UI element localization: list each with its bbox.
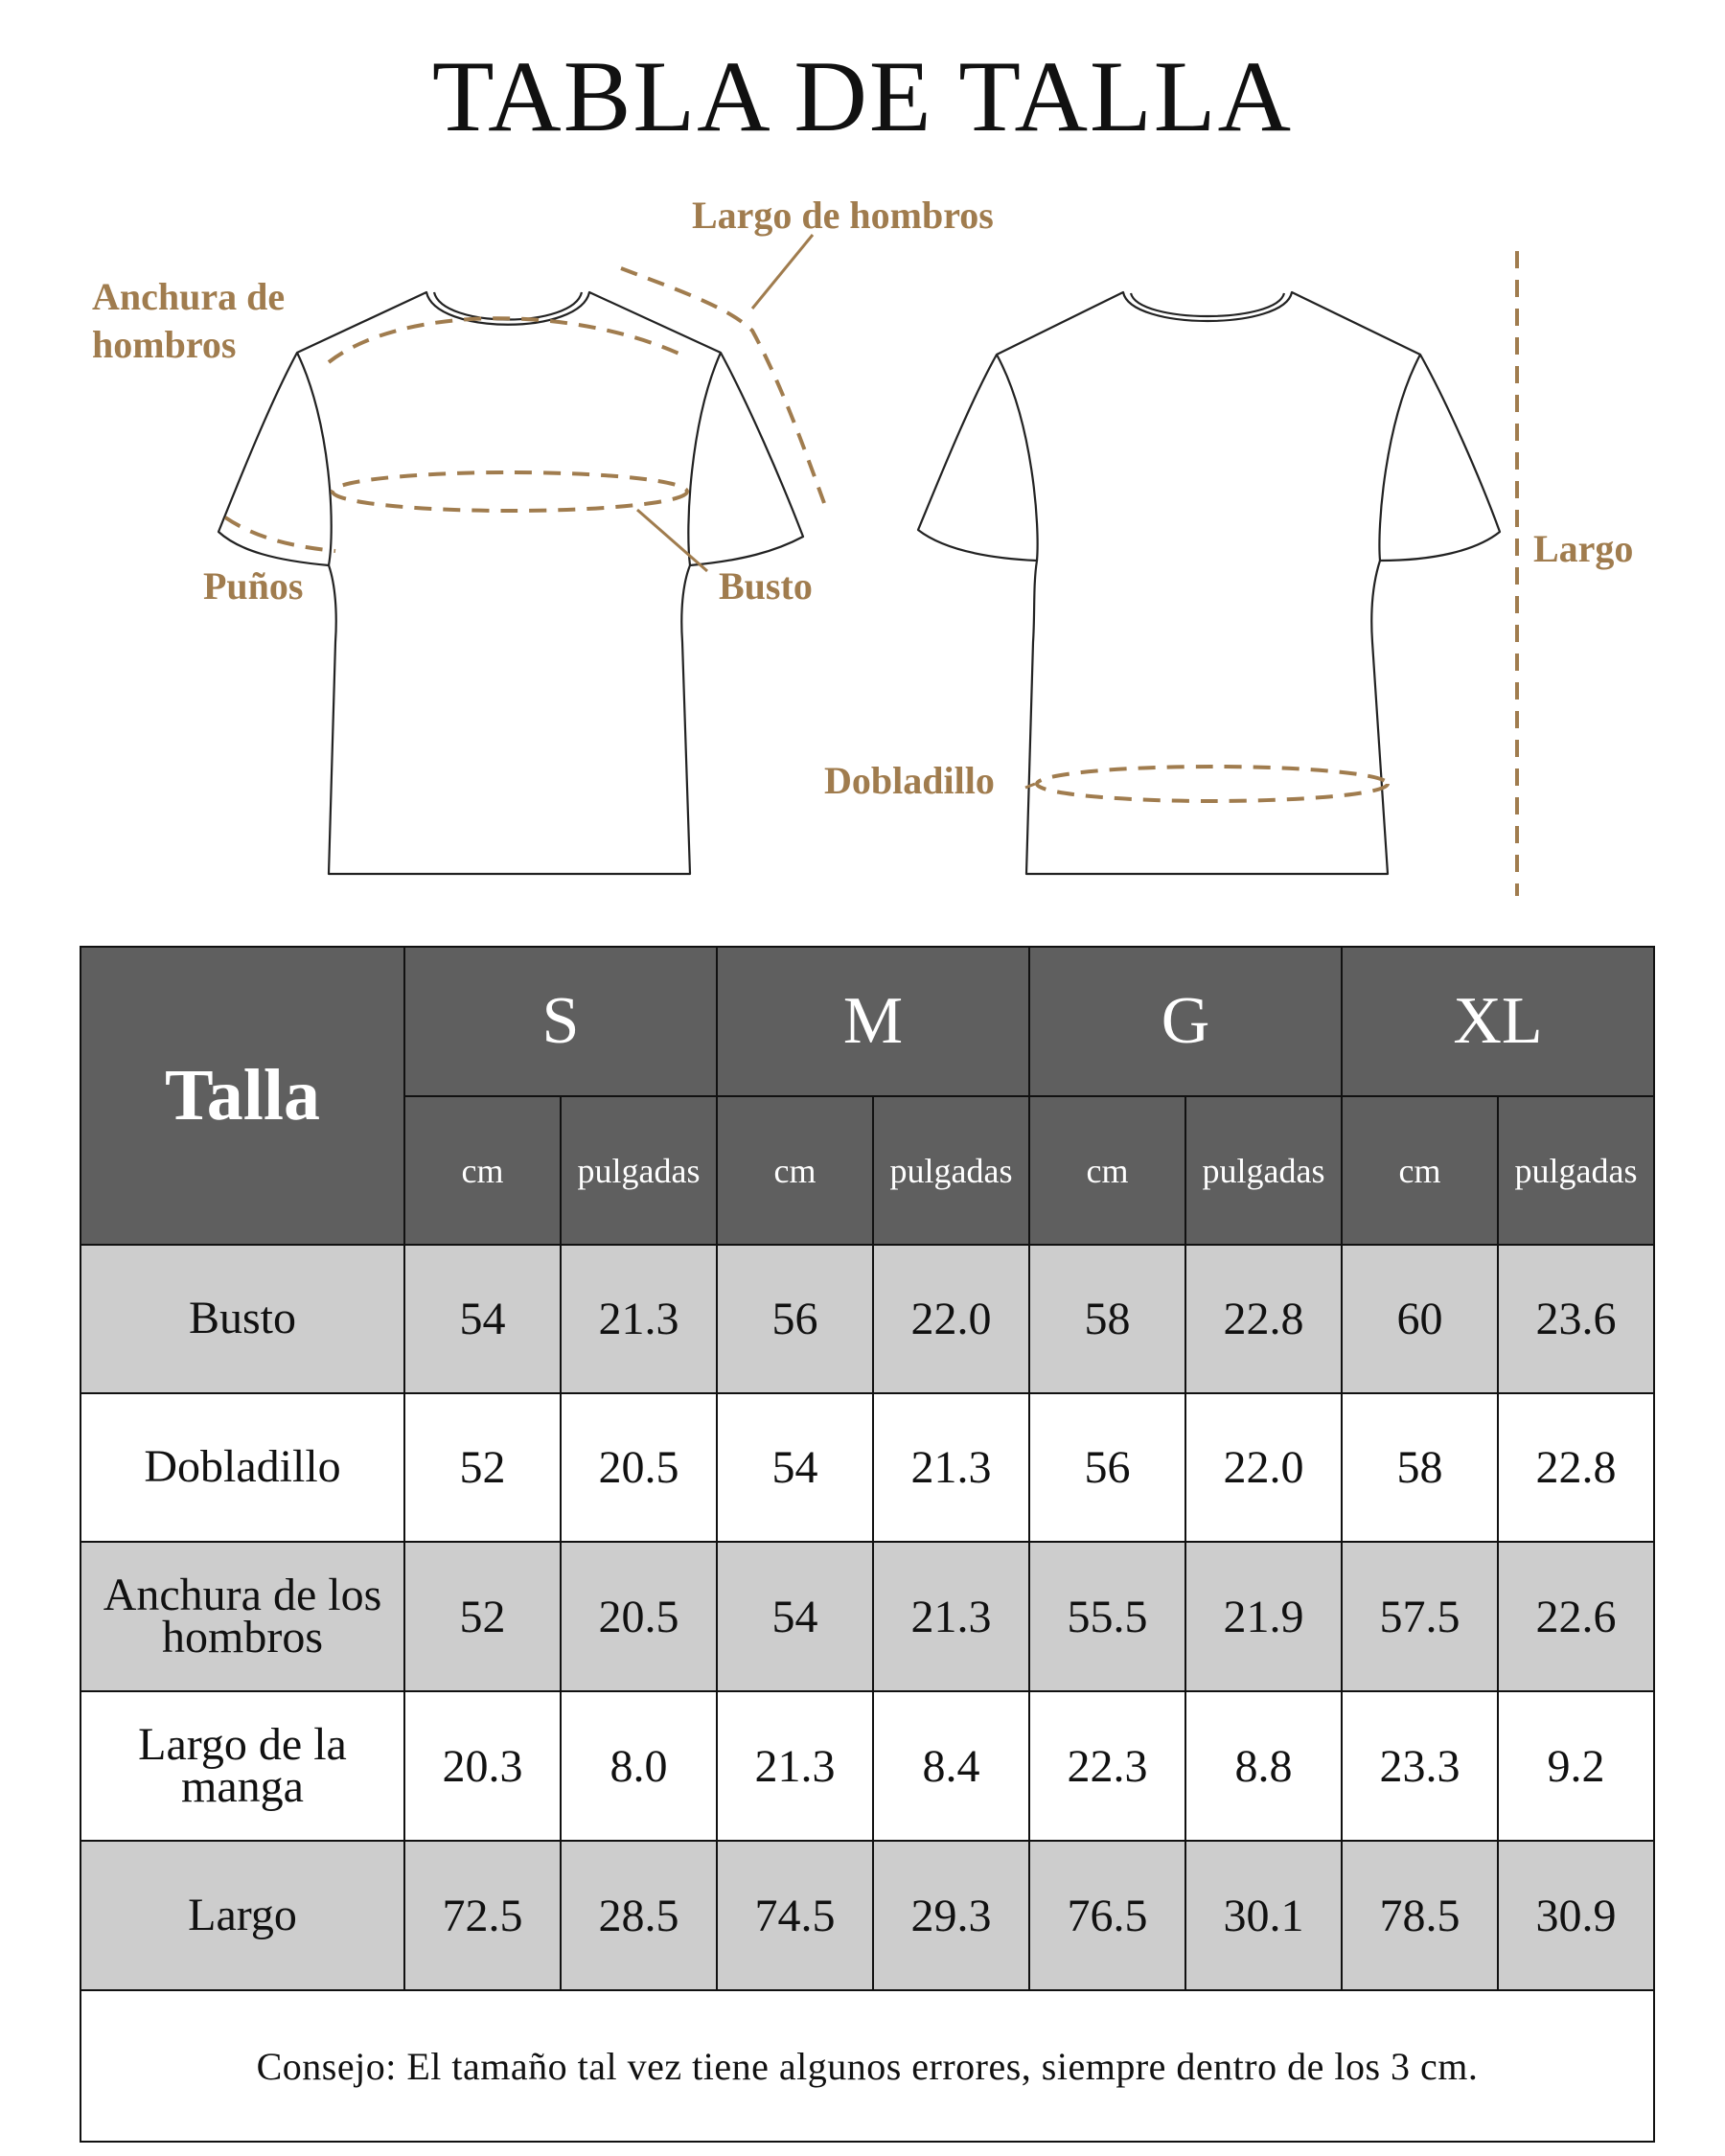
cell-value: 22.8 xyxy=(1498,1393,1654,1542)
label-shoulder-width-line1: Anchura de xyxy=(92,275,286,318)
row-label-shoulder-width: Anchura de los hombros xyxy=(80,1542,404,1691)
label-hem: Dobladillo xyxy=(824,759,995,802)
cell-value: 52 xyxy=(404,1393,561,1542)
sizing-note: Consejo: El tamaño tal vez tiene algunos errores, siempre dentro de los 3 cm. xyxy=(80,1990,1654,2142)
table-row xyxy=(80,1841,1654,1990)
cell-value: 8.4 xyxy=(873,1691,1029,1841)
header-unit-cm: cm xyxy=(1029,1096,1185,1245)
cell-value: 22.0 xyxy=(1185,1393,1342,1542)
row-label-length: Largo xyxy=(80,1841,404,1990)
cell-value: 21.3 xyxy=(873,1542,1029,1691)
header-size-g: G xyxy=(1029,947,1342,1096)
table-row xyxy=(80,1542,1654,1691)
label-cuffs: Puños xyxy=(203,564,304,608)
header-size-xl: XL xyxy=(1342,947,1654,1096)
front-tshirt-outline xyxy=(218,292,803,874)
cell-value: 22.6 xyxy=(1498,1542,1654,1691)
cell-value: 8.0 xyxy=(561,1691,717,1841)
cell-value: 23.6 xyxy=(1498,1245,1654,1393)
header-unit-cm: cm xyxy=(404,1096,561,1245)
cell-value: 60 xyxy=(1342,1245,1498,1393)
header-unit-cm: cm xyxy=(717,1096,873,1245)
cell-value: 58 xyxy=(1342,1393,1498,1542)
back-tshirt-outline xyxy=(918,292,1500,874)
cell-value: 78.5 xyxy=(1342,1841,1498,1990)
cell-value: 22.3 xyxy=(1029,1691,1185,1841)
cell-value: 54 xyxy=(717,1542,873,1691)
cell-value: 21.3 xyxy=(873,1393,1029,1542)
cell-value: 20.3 xyxy=(404,1691,561,1841)
cell-value: 58 xyxy=(1029,1245,1185,1393)
header-unit-inches: pulgadas xyxy=(561,1096,717,1245)
cell-value: 57.5 xyxy=(1342,1542,1498,1691)
bust-guide xyxy=(333,472,687,511)
row-label-hem: Dobladillo xyxy=(80,1393,404,1542)
label-shoulder-width-line2: hombros xyxy=(92,323,237,366)
cell-value: 52 xyxy=(404,1542,561,1691)
shoulder-length-guide xyxy=(621,268,824,503)
table-row xyxy=(80,1691,1654,1841)
cell-value: 28.5 xyxy=(561,1841,717,1990)
cell-value: 20.5 xyxy=(561,1393,717,1542)
header-unit-inches: pulgadas xyxy=(873,1096,1029,1245)
label-shoulder-length: Largo de hombros xyxy=(692,194,994,237)
cell-value: 56 xyxy=(1029,1393,1185,1542)
header-size-s: S xyxy=(404,947,717,1096)
cell-value: 21.3 xyxy=(717,1691,873,1841)
cell-value: 56 xyxy=(717,1245,873,1393)
header-unit-inches: pulgadas xyxy=(1185,1096,1342,1245)
row-label-sleeve-length: Largo de la manga xyxy=(80,1691,404,1841)
label-bust: Busto xyxy=(719,564,813,608)
cell-value: 23.3 xyxy=(1342,1691,1498,1841)
header-unit-inches: pulgadas xyxy=(1498,1096,1654,1245)
cell-value: 22.0 xyxy=(873,1245,1029,1393)
cell-value: 8.8 xyxy=(1185,1691,1342,1841)
label-length: Largo xyxy=(1533,527,1634,570)
cell-value: 54 xyxy=(717,1393,873,1542)
size-table xyxy=(80,946,1655,2143)
table-row xyxy=(80,1245,1654,1393)
cell-value: 72.5 xyxy=(404,1841,561,1990)
cell-value: 30.1 xyxy=(1185,1841,1342,1990)
cell-value: 76.5 xyxy=(1029,1841,1185,1990)
header-size-m: M xyxy=(717,947,1029,1096)
cell-value: 55.5 xyxy=(1029,1542,1185,1691)
page-title: TABLA DE TALLA xyxy=(431,40,1294,152)
cell-value: 74.5 xyxy=(717,1841,873,1990)
header-talla: Talla xyxy=(80,947,404,1245)
cell-value: 54 xyxy=(404,1245,561,1393)
hem-guide xyxy=(1037,767,1388,801)
cell-value: 21.9 xyxy=(1185,1542,1342,1691)
header-unit-cm: cm xyxy=(1342,1096,1498,1245)
leader-lines xyxy=(637,235,1035,788)
cell-value: 9.2 xyxy=(1498,1691,1654,1841)
cell-value: 29.3 xyxy=(873,1841,1029,1990)
table-row xyxy=(80,1393,1654,1542)
cell-value: 30.9 xyxy=(1498,1841,1654,1990)
cell-value: 21.3 xyxy=(561,1245,717,1393)
cell-value: 22.8 xyxy=(1185,1245,1342,1393)
cell-value: 20.5 xyxy=(561,1542,717,1691)
row-label-bust: Busto xyxy=(80,1245,404,1393)
